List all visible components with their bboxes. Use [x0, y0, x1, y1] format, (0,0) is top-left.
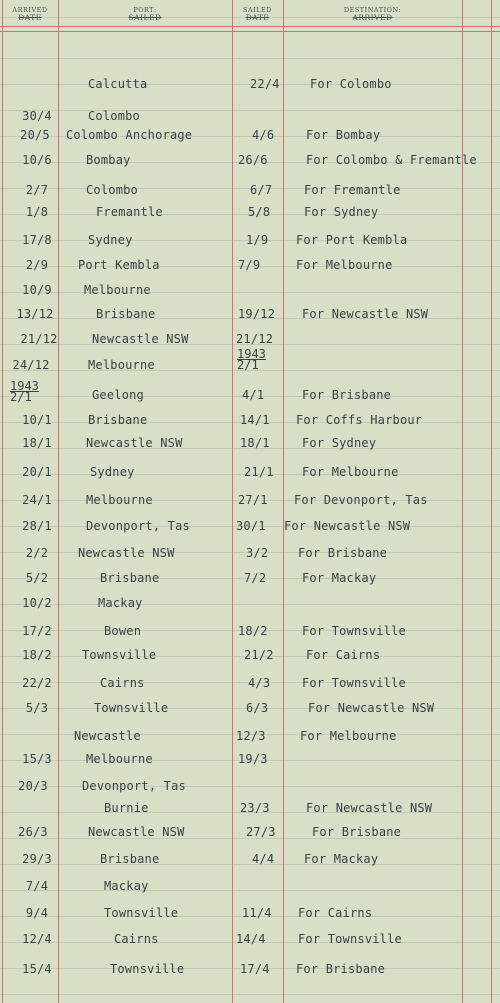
port-name: Devonport, Tas — [86, 519, 190, 533]
sailed-date: 4/4 — [252, 852, 275, 866]
port-name: Brisbane — [96, 307, 156, 321]
arrived-date: 10/9 — [22, 283, 52, 297]
sailed-year: 1943 — [237, 347, 266, 361]
destination: For Townsville — [302, 624, 406, 638]
port-name: Melbourne — [84, 283, 151, 297]
sailed-date: 6/3 — [246, 701, 269, 715]
destination: For Devonport, Tas — [294, 493, 428, 507]
port-name: Mackay — [98, 596, 143, 610]
destination: For Townsville — [302, 676, 406, 690]
arrived-date: 2/2 — [25, 546, 49, 560]
sailed-date: 4/1 — [242, 388, 265, 402]
header-arrived — [2, 6, 58, 22]
sailed-date: 18/1 — [240, 436, 270, 450]
header-arrived-sub: DATE — [18, 13, 42, 22]
port-name: Brisbane — [88, 413, 148, 427]
arrived-date: 1/8 — [25, 205, 49, 219]
arrived-date: 22/2 — [22, 676, 52, 690]
sailed-date: 7/2 — [244, 571, 267, 585]
destination: For Newcastle NSW — [284, 519, 411, 533]
destination: For Coffs Harbour — [296, 413, 423, 427]
column-rule — [2, 0, 3, 1003]
arrived-date: 2/7 — [25, 183, 49, 197]
port-name: Melbourne — [86, 493, 153, 507]
port-name: Colombo — [88, 109, 140, 123]
port-name: Sydney — [88, 233, 133, 247]
destination: For Sydney — [304, 205, 379, 219]
header-arrived-label: ARRIVED — [12, 6, 48, 14]
arrived-date: 5/3 — [25, 701, 49, 715]
port-name: Devonport, Tas — [82, 779, 186, 793]
header-port-label: PORT: — [133, 6, 157, 14]
destination: For Brisbane — [296, 962, 386, 976]
port-name: Brisbane — [100, 852, 160, 866]
sailed-date: 14/4 — [236, 932, 266, 946]
header-sailed-label: SAILED — [243, 6, 272, 14]
arrived-date: 24/12 — [12, 358, 50, 372]
arrived-date: 28/1 — [22, 519, 52, 533]
sailed-date: 1/9 — [246, 233, 269, 247]
destination: For Cairns — [306, 648, 381, 662]
destination: For Newcastle NSW — [306, 801, 433, 815]
sailed-date: 6/7 — [250, 183, 273, 197]
port-name: Cairns — [114, 932, 159, 946]
port-name: Colombo — [86, 183, 138, 197]
arrived-date: 10/6 — [22, 153, 52, 167]
port-name: Newcastle — [74, 729, 141, 743]
port-name: Townsville — [82, 648, 157, 662]
destination: For Newcastle NSW — [302, 307, 429, 321]
arrived-date: 20/1 — [22, 465, 52, 479]
column-rule — [283, 0, 284, 1003]
arrived-date: 17/8 — [22, 233, 52, 247]
arrived-date: 2/9 — [25, 258, 49, 272]
port-name: Geelong — [92, 388, 144, 402]
header-destination-sub: ARRIVED — [352, 13, 393, 22]
sailed-date: 19/12 — [238, 307, 276, 321]
arrived-date: 21/12 — [20, 332, 58, 346]
sailed-date: 11/4 — [242, 906, 272, 920]
destination: For Brisbane — [302, 388, 392, 402]
header-rule — [0, 31, 500, 32]
arrived-date: 30/4 — [22, 109, 52, 123]
arrived-date: 20/5 — [20, 128, 50, 142]
port-name: Newcastle NSW — [86, 436, 183, 450]
destination: For Port Kembla — [296, 233, 408, 247]
arrived-year: 1943 — [10, 379, 39, 393]
port-name: Townsville — [110, 962, 185, 976]
sailed-date: 4/3 — [248, 676, 271, 690]
port-name: Newcastle NSW — [92, 332, 189, 346]
arrived-date: 26/3 — [18, 825, 48, 839]
destination: For Newcastle NSW — [308, 701, 435, 715]
arrived-date: 29/3 — [22, 852, 52, 866]
port-name: Newcastle NSW — [78, 546, 175, 560]
sailed-date: 27/1 — [238, 493, 268, 507]
arrived-date: 7/4 — [25, 879, 49, 893]
arrived-date: 15/4 — [22, 962, 52, 976]
sailed-date: 4/6 — [252, 128, 275, 142]
header-sailed — [232, 6, 283, 22]
arrived-date: 13/12 — [16, 307, 54, 321]
header-sailed-sub: DATE — [245, 13, 270, 22]
destination: For Fremantle — [304, 183, 401, 197]
destination: For Melbourne — [302, 465, 399, 479]
arrived-date: 10/1 — [22, 413, 52, 427]
destination: For Colombo — [310, 77, 392, 91]
port-name: Brisbane — [100, 571, 160, 585]
port-name: Newcastle NSW — [88, 825, 185, 839]
sailed-date: 21/1 — [244, 465, 274, 479]
port-name: Colombo Anchorage — [66, 128, 193, 142]
sailed-date: 21/12 — [236, 332, 274, 346]
destination: For Melbourne — [300, 729, 397, 743]
sailed-date: 27/3 — [246, 825, 276, 839]
destination: For Brisbane — [312, 825, 402, 839]
sailed-date: 26/6 — [238, 153, 268, 167]
port-name: Townsville — [104, 906, 179, 920]
port-name: Melbourne — [88, 358, 155, 372]
arrived-date: 18/2 — [22, 648, 52, 662]
sailed-date: 23/3 — [240, 801, 270, 815]
port-name: Cairns — [100, 676, 145, 690]
port-name: Fremantle — [96, 205, 163, 219]
sailed-date: 19/3 — [238, 752, 268, 766]
arrived-date: 2/1 — [10, 390, 32, 404]
port-name: Bombay — [86, 153, 131, 167]
sailed-date: 18/2 — [238, 624, 268, 638]
sailed-date: 5/8 — [248, 205, 271, 219]
arrived-date: 17/2 — [22, 624, 52, 638]
sailed-date: 22/4 — [250, 77, 280, 91]
arrived-date: 5/2 — [25, 571, 49, 585]
port-name: Townsville — [94, 701, 169, 715]
port-name: Melbourne — [86, 752, 153, 766]
sailed-date: 21/2 — [244, 648, 274, 662]
destination: For Townsville — [298, 932, 402, 946]
arrived-date: 10/2 — [22, 596, 52, 610]
port-name: Sydney — [90, 465, 135, 479]
arrived-date: 9/4 — [25, 906, 49, 920]
destination: For Mackay — [302, 571, 377, 585]
arrived-date: 15/3 — [22, 752, 52, 766]
arrived-date: 20/3 — [18, 779, 48, 793]
port-name: Mackay — [104, 879, 149, 893]
port-name: Burnie — [104, 801, 149, 815]
sailed-date: 30/1 — [236, 519, 266, 533]
arrived-date: 18/1 — [22, 436, 52, 450]
destination: For Brisbane — [298, 546, 388, 560]
destination: For Bombay — [306, 128, 381, 142]
sailed-date: 12/3 — [236, 729, 266, 743]
header-destination-label: DESTINATION: — [343, 6, 402, 14]
header-port — [58, 6, 232, 22]
arrived-date: 24/1 — [22, 493, 52, 507]
header-rule — [0, 26, 500, 27]
header-port-sub: SAILED — [128, 13, 162, 22]
destination: For Sydney — [302, 436, 377, 450]
port-name: Port Kembla — [78, 258, 160, 272]
header-destination — [283, 6, 462, 22]
sailed-date: 14/1 — [240, 413, 270, 427]
sailed-date: 2/1 — [237, 358, 259, 372]
sailed-date: 17/4 — [240, 962, 270, 976]
destination: For Melbourne — [296, 258, 393, 272]
destination: For Colombo & Fremantle — [306, 153, 477, 167]
sailed-date: 3/2 — [246, 546, 269, 560]
port-name: Calcutta — [88, 77, 148, 91]
destination: For Mackay — [304, 852, 379, 866]
destination: For Cairns — [298, 906, 373, 920]
sailed-date: 7/9 — [238, 258, 261, 272]
arrived-date: 12/4 — [22, 932, 52, 946]
port-name: Bowen — [104, 624, 142, 638]
